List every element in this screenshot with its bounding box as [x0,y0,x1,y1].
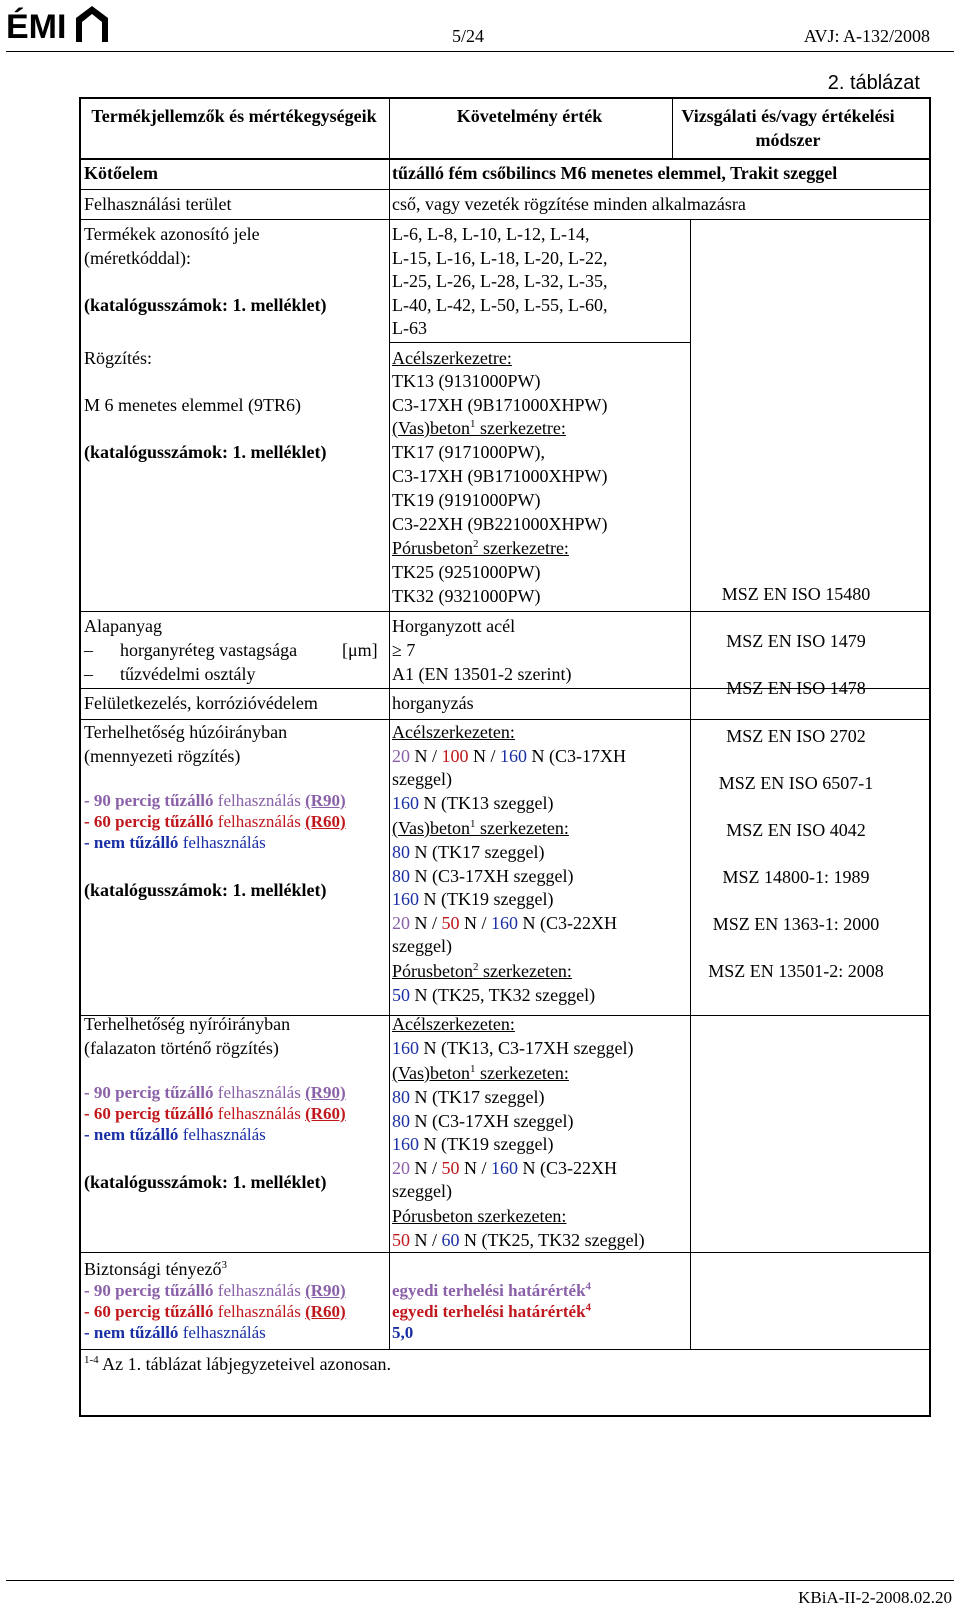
row-divider [81,611,931,612]
standard-item: MSZ EN 13501-2: 2008 [708,961,884,981]
header-col1: Termékjellemzők és mértékegységeik [91,106,377,126]
kotoelem-value: tűzálló fém csőbilincs M6 menetes elemmel, Trakit szeggel [392,163,838,183]
felhasznalas-value: cső, vagy vezeték rögzítése minden alkalmazásra [392,194,746,214]
load-value-line: 20 N / 100 N / 160 N (C3-17XH [392,746,627,766]
katalogus-ref: (katalógusszámok: 1. melléklet) [84,442,327,462]
table-footnote: $^{1-4}$ Az 1. táblázat lábjegyzeteivel azonosan. [84,1354,392,1374]
row-divider [81,1349,931,1350]
biztonsagi-label: Biztonsági tényező$^3$ [84,1259,227,1279]
nyiro-label: Terhelhetőség nyíróirányban [84,1014,291,1034]
size-codes-line: L-6, L-8, L-10, L-12, L-14, [392,224,590,244]
load-value-line: 50 N / 60 N (TK25, TK32 szeggel) [392,1230,645,1250]
emi-logo [6,4,110,44]
fire-class-value: A1 (EN 13501-2 szerint) [392,664,572,684]
fire-none-line: - nem tűzálló felhasználás [84,1125,266,1144]
logo-house-icon [76,6,108,42]
load-porusbeton-heading: Pórusbeton szerkezeten: [392,1206,567,1226]
fire-r60-line: - 60 percig tűzálló felhasználás (R60) [84,812,346,831]
fastener-code: TK17 (9171000PW), [392,442,545,462]
alapanyag-value: Horganyzott acél [392,616,516,636]
header-col2: Követelmény érték [456,106,603,126]
fire-r60-line: - 60 percig tűzálló felhasználás (R60) [84,1104,346,1123]
fastener-code: C3-17XH (9B171000XHPW) [392,466,608,486]
load-value-line: szeggel) [392,1181,452,1201]
page-number: 5/24 [452,26,485,46]
load-acel-heading: Acélszerkezeten: [392,1014,515,1034]
standard-item: MSZ 14800-1: 1989 [722,867,870,887]
load-value-line: 160 N (TK13, C3-17XH szeggel) [392,1038,634,1058]
row-divider [81,1252,931,1253]
fire-r90-line: - 90 percig tűzálló felhasználás (R90) [84,791,346,810]
standard-item: MSZ EN ISO 6507-1 [718,773,874,793]
load-vasbeton-heading: (Vas)beton$^1$ szerkezeten: [392,818,569,838]
porusbeton-heading: Pórusbeton$^2$ szerkezetre: [392,538,569,558]
logo-text: ÉMI [6,8,67,44]
felhasznalas-label: Felhasználási terület [84,194,232,214]
size-codes-line: L-63 [392,318,427,338]
huzo-label: Terhelhetőség húzóirányban [84,722,288,742]
fire-r90-line: - 90 percig tűzálló felhasználás (R90) [84,1083,346,1102]
fire-none-line: - nem tűzálló felhasználás [84,833,266,852]
row-divider [389,342,690,343]
load-value-line: 50 N (TK25, TK32 szeggel) [392,985,596,1005]
alapanyag-unit: [μm] [342,640,378,660]
standard-item: MSZ EN ISO 15480 [721,584,871,604]
standard-item: MSZ EN ISO 1479 [726,631,866,651]
fastener-code: TK13 (9131000PW) [392,371,541,391]
footer-code: KBiA-II-2-2008.02.20 [798,1588,952,1607]
row-divider [81,189,931,190]
load-value-line: 20 N / 50 N / 160 N (C3-22XH [392,1158,618,1178]
alapanyag-sub: – horganyréteg vastagsága [84,640,298,660]
azonosito-label-sub: (méretkóddal): [84,248,191,268]
row-divider [81,219,931,220]
load-value-line: 160 N (TK19 szeggel) [392,889,554,909]
fire-r60-line: - 60 percig tűzálló felhasználás (R60) [84,1302,346,1321]
standard-item: MSZ EN ISO 2702 [726,726,866,746]
size-codes-line: L-15, L-16, L-18, L-20, L-22, [392,248,608,268]
katalogus-ref: (katalógusszámok: 1. melléklet) [84,1172,327,1192]
load-value-line: 160 N (TK19 szeggel) [392,1134,554,1154]
felulet-value: horganyzás [392,693,474,713]
size-codes-line: L-40, L-42, L-50, L-55, L-60, [392,295,608,315]
header-col3: Vizsgálati és/vagy értékelési módszer [681,106,895,150]
load-value-line: 80 N (TK17 szeggel) [392,842,545,862]
load-value-line: 80 N (TK17 szeggel) [392,1087,545,1107]
load-value-line: szeggel) [392,936,452,956]
huzo-label-sub: (mennyezeti rögzítés) [84,746,241,766]
load-value-line: 80 N (C3-17XH szeggel) [392,1111,574,1131]
standard-item: MSZ EN ISO 1478 [726,678,866,698]
standard-item: MSZ EN ISO 4042 [726,820,866,840]
safety-r60-value: egyedi terhelési határérték$^4$ [392,1301,592,1321]
safety-none-value: 5,0 [392,1323,414,1342]
fire-none-line: - nem tűzálló felhasználás [84,1323,266,1342]
fire-r90-line: - 90 percig tűzálló felhasználás (R90) [84,1281,346,1300]
standard-item: MSZ EN 1363-1: 2000 [712,914,880,934]
document-id: AVJ: A-132/2008 [803,26,930,46]
header-divider [6,51,954,52]
load-value-line: 20 N / 50 N / 160 N (C3-22XH [392,913,618,933]
katalogus-ref: (katalógusszámok: 1. melléklet) [84,880,327,900]
row-divider [81,158,931,160]
rogzites-sub: M 6 menetes elemmel (9TR6) [84,395,301,415]
size-codes-line: L-25, L-26, L-28, L-32, L-35, [392,271,608,291]
fastener-code: C3-17XH (9B171000XHPW) [392,395,608,415]
fastener-code: C3-22XH (9B221000XHPW) [392,514,608,534]
felulet-label: Felületkezelés, korrózióvédelem [84,693,318,713]
kotoelem-label: Kötőelem [84,163,158,183]
load-acel-heading: Acélszerkezeten: [392,722,515,742]
load-porusbeton-heading: Pórusbeton$^2$ szerkezeten: [392,961,572,981]
safety-r90-value: egyedi terhelési határérték$^4$ [392,1280,592,1300]
fastener-code: TK32 (9321000PW) [392,586,541,606]
vasbeton-heading: (Vas)beton$^1$ szerkezetre: [392,418,566,438]
zinc-thickness-value: ≥ 7 [392,640,416,660]
footer-divider [6,1580,954,1581]
table-label: 2. táblázat [827,72,920,94]
load-value-line: 160 N (TK13 szeggel) [392,793,554,813]
load-value-line: 80 N (C3-17XH szeggel) [392,866,574,886]
alapanyag-sub: – tűzvédelmi osztály [84,664,256,684]
azonosito-label: Termékek azonosító jele [84,224,260,244]
load-vasbeton-heading: (Vas)beton$^1$ szerkezeten: [392,1063,569,1083]
fastener-code: TK25 (9251000PW) [392,562,541,582]
column-divider [389,99,390,1349]
katalogus-ref: (katalógusszámok: 1. melléklet) [84,295,327,315]
alapanyag-label: Alapanyag [84,616,162,636]
fastener-code: TK19 (9191000PW) [392,490,541,510]
load-value-line: szeggel) [392,769,452,789]
nyiro-label-sub: (falazaton történő rögzítés) [84,1038,279,1058]
rogzites-label: Rögzítés: [84,348,152,368]
acel-heading: Acélszerkezetre: [392,348,512,368]
